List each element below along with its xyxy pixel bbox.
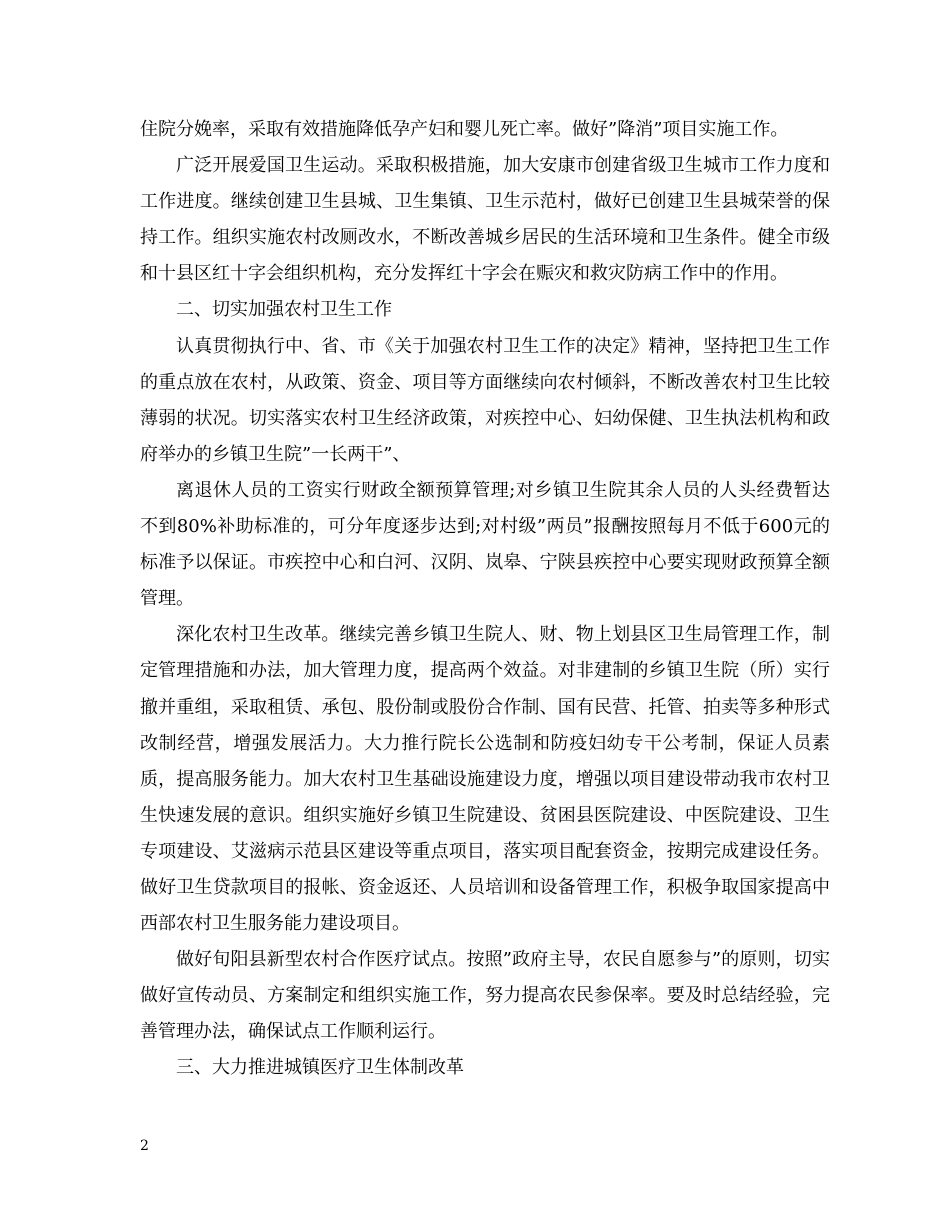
paragraph-patriotic-health: 广泛开展爱国卫生运动。采取积极措施，加大安康市创建省级卫生城市工作力度和工作进度。继续创建卫生县城、卫生集镇、卫生示范村，做好已创建卫生县城荣誉的保持工作。组织实施农村改厕改水，不断改善城乡居民的生活环境和卫生条件。健全市级和十县区红十字会组织机构，充分发挥红十字会在赈灾和救灾防病工作中的作用。 [140,155,830,285]
paragraph-retired-personnel: 离退休人员的工资实行财政全额预算管理;对乡镇卫生院其余人员的人头经费暂达不到80%补助标准的，可分年度逐步达到;对村级”两员”报酬按照每月不低于600元的标准予以保证。市疾控中心和白河、汉阴、岚皋、宁陕县疾控中心要实现财政预算全额管理。 [140,479,830,610]
paragraph-rural-reform: 深化农村卫生改革。继续完善乡镇卫生院人、财、物上划县区卫生局管理工作，制定管理措施和办法，加大管理力度，提高两个效益。对非建制的乡镇卫生院（所）实行撤并重组，采取租赁、承包、股份制或股份合作制、国有民营、托管、拍卖等多种形式改制经营，增强发展活力。大力推行院长公选制和防疫妇幼专干公考制，保证人员素质，提高服务能力。加大农村卫生基础设施建设力度，增强以项目建设带动我市农村卫生快速发展的意识。组织实施好乡镇卫生院建设、贫困县医院建设、中医院建设、卫生专项建设、艾滋病示范县区建设等重点项目，落实项目配套资金，按期完成建设任务。做好卫生贷款项目的报帐、资金返还、人员培训和设备管理工作，积极争取国家提高中西部农村卫生服务能力建设项目。 [140,624,830,935]
section-heading-urban-reform: 三、大力推进城镇医疗卫生体制改革 [176,1057,464,1079]
paragraph-cooperative-medical: 做好旬阳县新型农村合作医疗试点。按照”政府主导，农民自愿参与”的原则，切实做好宣传动员、方案制定和组织实施工作，努力提高农民参保率。要及时总结经验，完善管理办法，确保试点工作顺利运行。 [140,949,830,1043]
section-heading-rural-health: 二、切实加强农村卫生工作 [176,299,392,321]
paragraph-continuation: 住院分娩率，采取有效措施降低孕产妇和婴儿死亡率。做好”降消”项目实施工作。 [140,119,789,140]
page-number: 2 [140,1138,149,1154]
paragraph-implement-decision: 认真贯彻执行中、省、市《关于加强农村卫生工作的决定》精神，坚持把卫生工作的重点放在农村，从政策、资金、项目等方面继续向农村倾斜，不断改善农村卫生比较薄弱的状况。切实落实农村卫生经济政策，对疾控中心、妇幼保健、卫生执法机构和政府举办的乡镇卫生院”一长两干”、 [140,335,830,465]
body-text [140,112,830,1087]
